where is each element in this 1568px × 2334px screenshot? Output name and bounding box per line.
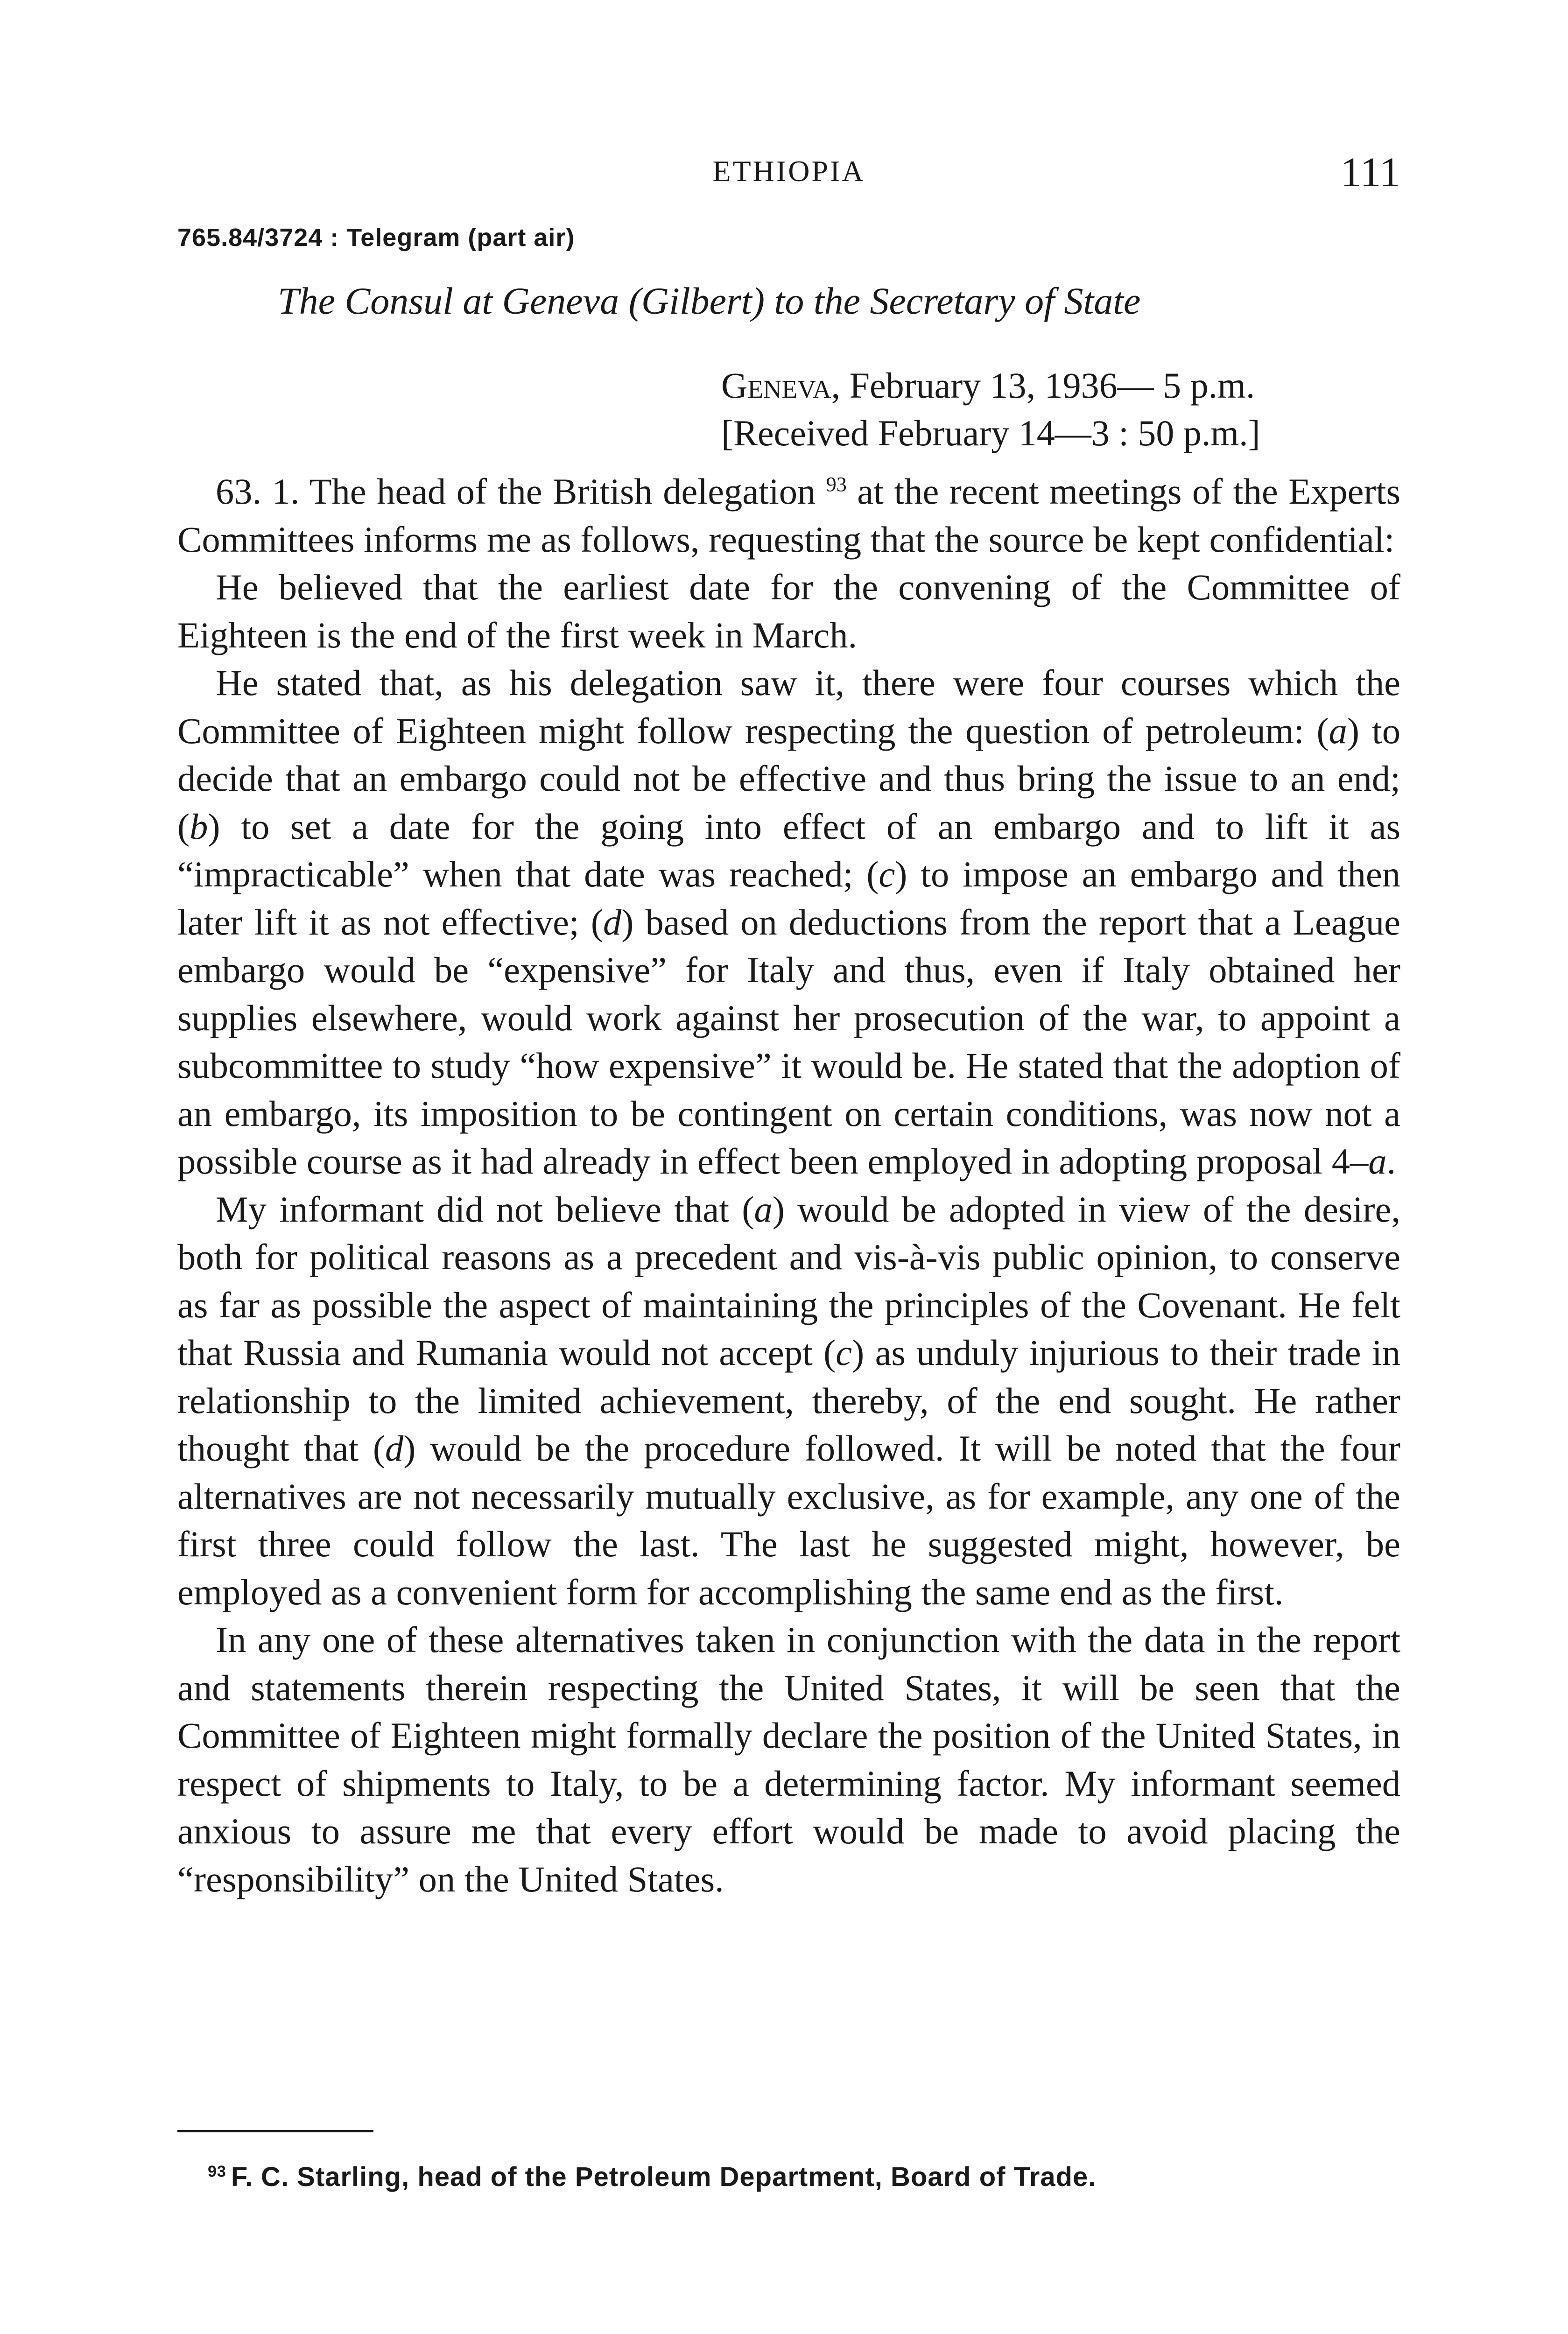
paragraph-1-start: 63. 1. The head of the British delegation bbox=[216, 471, 816, 512]
option-label: c bbox=[879, 854, 895, 894]
body-text bbox=[177, 468, 1400, 1903]
paragraph-4-part: ) as unduly injurious to their trade in relationship to the limited achievement, thereby, of the end sought. He rather thought that ( bbox=[177, 1332, 1400, 1469]
dateline-sent bbox=[721, 362, 1260, 409]
paragraph-4-part: ) would be the procedure followed. It will be noted that the four alternatives are not necessarily mutually exclusive, as for example, any one of the first three could follow the last. The last he suggested might, however, be employed as a convenient form for accomplishing the same end as the first. bbox=[177, 1428, 1400, 1612]
paragraph-3-part: ) to set a date for the going into effect of an embargo and to lift it as “impracticable” when that date was reached; ( bbox=[177, 806, 1400, 894]
dateline-received: [Received February 14—3 : 50 p.m.] bbox=[721, 413, 1260, 453]
paragraph-3-part: ) to decide that an embargo could not be effective and thus bring the issue to an end; ( bbox=[177, 710, 1401, 847]
paragraph-3 bbox=[177, 659, 1400, 1186]
paragraph-3-part: . bbox=[1386, 1141, 1396, 1181]
option-label: d bbox=[385, 1428, 404, 1469]
paragraph-3-part: ) based on deductions from the report that a League embargo would be “expensive” for Italy and thus, even if Italy obtained her supplies elsewhere, would work against her prosecution of the war, to appoint a subcommittee to study “how expensive” it would be. He stated that the adoption of an embargo, its imposition to be contingent on certain conditions, was now not a possible course as it had already in effect been employed in adopting proposal 4– bbox=[177, 901, 1401, 1181]
option-label: d bbox=[603, 901, 622, 942]
paragraph-3-part: ) to impose an embargo and then later lift it as not effective; ( bbox=[177, 854, 1400, 942]
paragraph-3-part: He stated that, as his delegation saw it, there were four courses which the Committee of Eighteen might follow respecting the question of petroleum: ( bbox=[177, 662, 1400, 751]
paragraph-5: In any one of these alternatives taken in conjunction with the data in the report and statements therein respecting the United States, it will be seen that the Committee of Eighteen might formally declare the position of the United States, in respect of shipments to Italy, to be a determining factor. My informant seemed anxious to assure me that every effort would be made to avoid placing the “responsibility” on the United States. bbox=[177, 1619, 1400, 1899]
running-title: ETHIOPIA bbox=[712, 155, 865, 188]
paragraph-1-rest: at the recent meetings of the Experts Committees informs me as follows, requesting that the source be kept confidential: bbox=[177, 471, 1400, 560]
paragraph-4 bbox=[177, 1186, 1400, 1617]
option-label: a bbox=[754, 1188, 773, 1230]
proposal-label: a bbox=[1368, 1141, 1387, 1181]
option-label: b bbox=[190, 806, 208, 847]
paragraph-1 bbox=[177, 468, 1400, 563]
option-label: c bbox=[836, 1332, 852, 1373]
option-label: a bbox=[1329, 710, 1347, 751]
running-header bbox=[177, 148, 1400, 195]
footnote-marker: 93 bbox=[826, 472, 847, 496]
document-title: The Consul at Geneva (Gilbert) to the Secretary of State bbox=[278, 280, 1141, 322]
file-reference: 765.84/3724 : Telegram (part air) bbox=[177, 224, 575, 252]
paragraph-2: He believed that the earliest date for the convening of the Committee of Eighteen is the end of the first week in March. bbox=[177, 567, 1400, 655]
dateline-date: , February 13, 1936— 5 p.m. bbox=[831, 365, 1255, 406]
footnote-divider bbox=[177, 2130, 373, 2132]
paragraph-4-part: ) would be adopted in view of the desire, both for political reasons as a precedent and vis-à-vis public opinion, to conserve as far as possible the aspect of maintaining the principles of the Covenant. He felt that Russia and Rumania would not accept ( bbox=[177, 1188, 1400, 1373]
dateline bbox=[721, 362, 1260, 457]
footnote bbox=[208, 2161, 1096, 2193]
paragraph-4-part: My informant did not believe that ( bbox=[216, 1188, 754, 1230]
page-number: 111 bbox=[1340, 149, 1400, 196]
footnote-number: 93 bbox=[208, 2162, 226, 2180]
footnote-text: F. C. Starling, head of the Petroleum Department, Board of Trade. bbox=[231, 2162, 1097, 2192]
dateline-place: Geneva bbox=[721, 365, 831, 406]
